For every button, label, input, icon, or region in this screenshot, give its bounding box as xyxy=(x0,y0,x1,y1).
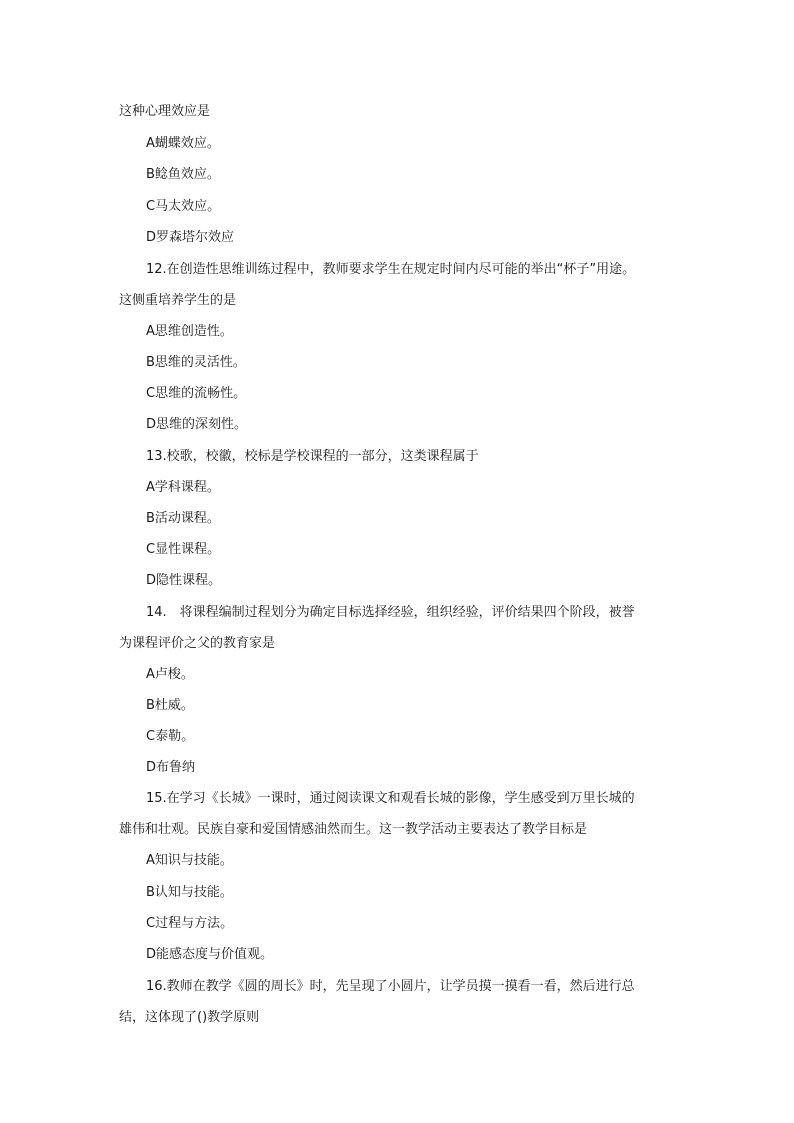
question-12-stem-line2: 这侧重培养学生的是 xyxy=(119,293,237,308)
question-11-stem-tail: 这种心理效应是 xyxy=(119,104,211,119)
q14-option-d: D布鲁纳 xyxy=(146,760,196,775)
q13-option-b: B活动课程。 xyxy=(146,511,220,526)
q13-option-a: A学科课程。 xyxy=(146,480,220,495)
q12-option-a: A思维创造性。 xyxy=(146,324,233,339)
q14-option-b: B杜威。 xyxy=(146,698,194,713)
question-16-stem-line2: 结，这体现了()教学原则 xyxy=(119,1010,260,1025)
q14-option-a: A卢梭。 xyxy=(146,667,194,682)
q11-option-c: C马太效应。 xyxy=(146,199,221,214)
question-16-stem-line1: 16.教师在教学《圆的周长》时，先呈现了小圆片，让学员摸一摸看一看，然后进行总 xyxy=(146,979,635,994)
question-14-stem-line1: 14. 将课程编制过程划分为确定目标选择经验，组织经验，评价结果四个阶段，被誉 xyxy=(146,605,635,620)
q12-option-c: C思维的流畅性。 xyxy=(146,386,247,401)
question-15-stem-line2: 雄伟和壮观。民族自豪和爱国情感油然而生。这一教学活动主要表达了教学目标是 xyxy=(119,822,588,837)
q14-option-c: C泰勒。 xyxy=(146,729,195,744)
q15-option-a: A知识与技能。 xyxy=(146,853,233,868)
q11-option-d: D罗森塔尔效应 xyxy=(146,230,235,245)
q11-option-b: B鲶鱼效应。 xyxy=(146,167,220,182)
q15-option-b: B认知与技能。 xyxy=(146,885,233,900)
q15-option-c: C过程与方法。 xyxy=(146,916,234,931)
question-14-stem-line2: 为课程评价之父的教育家是 xyxy=(119,636,276,651)
question-12-stem-line1: 12.在创造性思维训练过程中，教师要求学生在规定时间内尽可能的举出“杯子”用途。 xyxy=(146,262,636,277)
q13-option-c: C显性课程。 xyxy=(146,542,221,557)
q13-option-d: D隐性课程。 xyxy=(146,573,222,588)
q15-option-d: D能感态度与价值观。 xyxy=(146,947,274,962)
q12-option-d: D思维的深刻性。 xyxy=(146,417,248,432)
q11-option-a: A蝴蝶效应。 xyxy=(146,136,220,151)
q12-option-b: B思维的灵活性。 xyxy=(146,355,246,370)
question-15-stem-line1: 15.在学习《长城》一课时，通过阅读课文和观看长城的影像，学生感受到万里长城的 xyxy=(146,791,635,806)
question-13-stem: 13.校歌，校徽，校标是学校课程的一部分，这类课程属于 xyxy=(146,449,479,464)
